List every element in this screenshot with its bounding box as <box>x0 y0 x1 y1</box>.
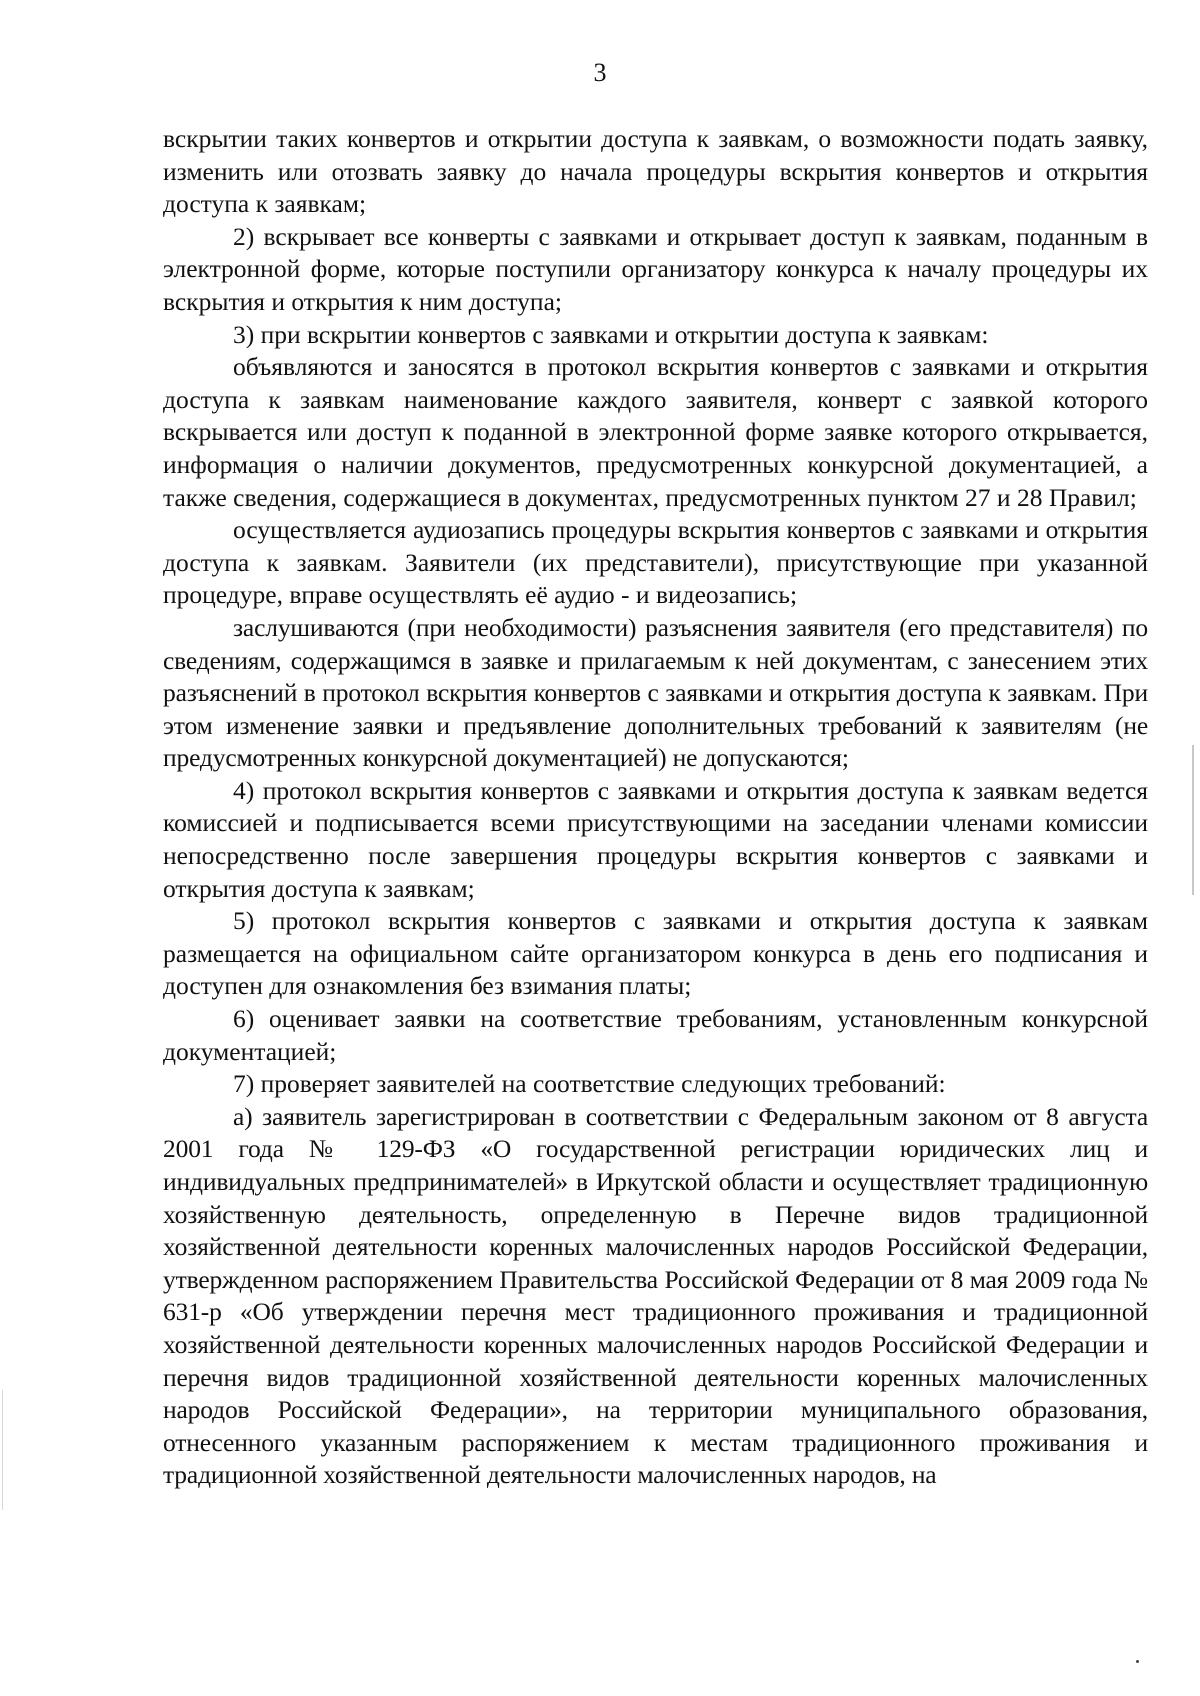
paragraph-announcement: объявляются и заносятся в протокол вскрытия конвертов с заявками и открытия доступа к заявкам наименование каждого заявителя, конверт с заявкой которого вскрывается или доступ к поданной в электронной форме заявке которого открывается, информация о наличии документов, предусмотренных конкурсной документацией, а также сведения, содержащиеся в документах, предусмотренных пунктом 27 и 28 Правил; <box>163 352 1148 512</box>
paragraph-item-2: 2) вскрывает все конверты с заявками и открывает доступ к заявкам, поданным в электронной форме, которые поступили организатору конкурса к началу процедуры их вскрытия и открытия к ним доступа; <box>163 221 1148 316</box>
paragraph-item-7: 7) проверяет заявителей на соответствие следующих требований: <box>233 1069 946 1099</box>
scan-edge-line <box>1192 745 1194 895</box>
paragraph-item-5: 5) протокол вскрытия конвертов с заявками и открытия доступа к заявкам размещается на официальном сайте организатором конкурса в день его подписания и доступен для ознакомления без взимания платы; <box>163 906 1148 1001</box>
document-body <box>163 123 1148 1492</box>
scan-edge-mark <box>2 1390 3 1510</box>
paragraph-item-3: 3) при вскрытии конвертов с заявками и открытии доступа к заявкам: <box>233 319 989 349</box>
paragraph-item-4: 4) протокол вскрытия конвертов с заявками и открытия доступа к заявкам ведется комиссией и подписывается всеми присутствующими на заседании членами комиссии непосредственно после завершения процедуры вскрытия конвертов с заявками и открытия доступа к заявкам; <box>163 775 1148 903</box>
paragraph-item-6: 6) оценивает заявки на соответствие требованиям, установленным конкурсной документацией; <box>163 1004 1148 1066</box>
paragraph-continuation: вскрытии таких конвертов и открытии доступа к заявкам, о возможности подать заявку, изменить или отозвать заявку до начала процедуры вскрытия конвертов и открытия доступа к заявкам; <box>163 124 1148 219</box>
paragraph-clarifications: заслушиваются (при необходимости) разъяснения заявителя (его представителя) по сведениям, содержащимся в заявке и прилагаемым к ней документам, с занесением этих разъяснений в протокол вскрытия конвертов с заявками и открытия доступа к заявкам. При этом изменение заявки и предъявление дополнительных требований к заявителям (не предусмотренных конкурсной документацией) не допускаются; <box>163 612 1148 773</box>
paragraph-item-7a: а) заявитель зарегистрирован в соответствии с Федеральным законом от 8 августа 2001 года № 129-ФЗ «О государственной регистрации юридических лиц и индивидуальных предпринимателей» в Иркутской области и осуществляет традиционную хозяйственную деятельность, определенную в Перечне видов традиционной хозяйственной деятельности коренных малочисленных народов Российской Федерации, утвержденном распоряжением Правительства Российской Федерации от 8 мая 2009 года № 631-р «Об утверждении перечня мест традиционного проживания и традиционной хозяйственной деятельности коренных малочисленных народов Российской Федерации и перечня видов традиционной хозяйственной деятельности коренных малочисленных народов Российской Федерации», на территории муниципального образования, отнесенного указанным распоряжением к местам традиционного проживания и традиционной хозяйственной деятельности малочисленных народов, на <box>163 1101 1148 1490</box>
scan-speck <box>1136 1660 1139 1663</box>
page-number: 3 <box>593 58 607 87</box>
paragraph-audio-recording: осуществляется аудиозапись процедуры вскрытия конвертов с заявками и открытия доступа к заявкам. Заявители (их представители), присутствующие при указанной процедуре, вправе осуществлять её аудио - и видеозапись; <box>163 515 1148 610</box>
